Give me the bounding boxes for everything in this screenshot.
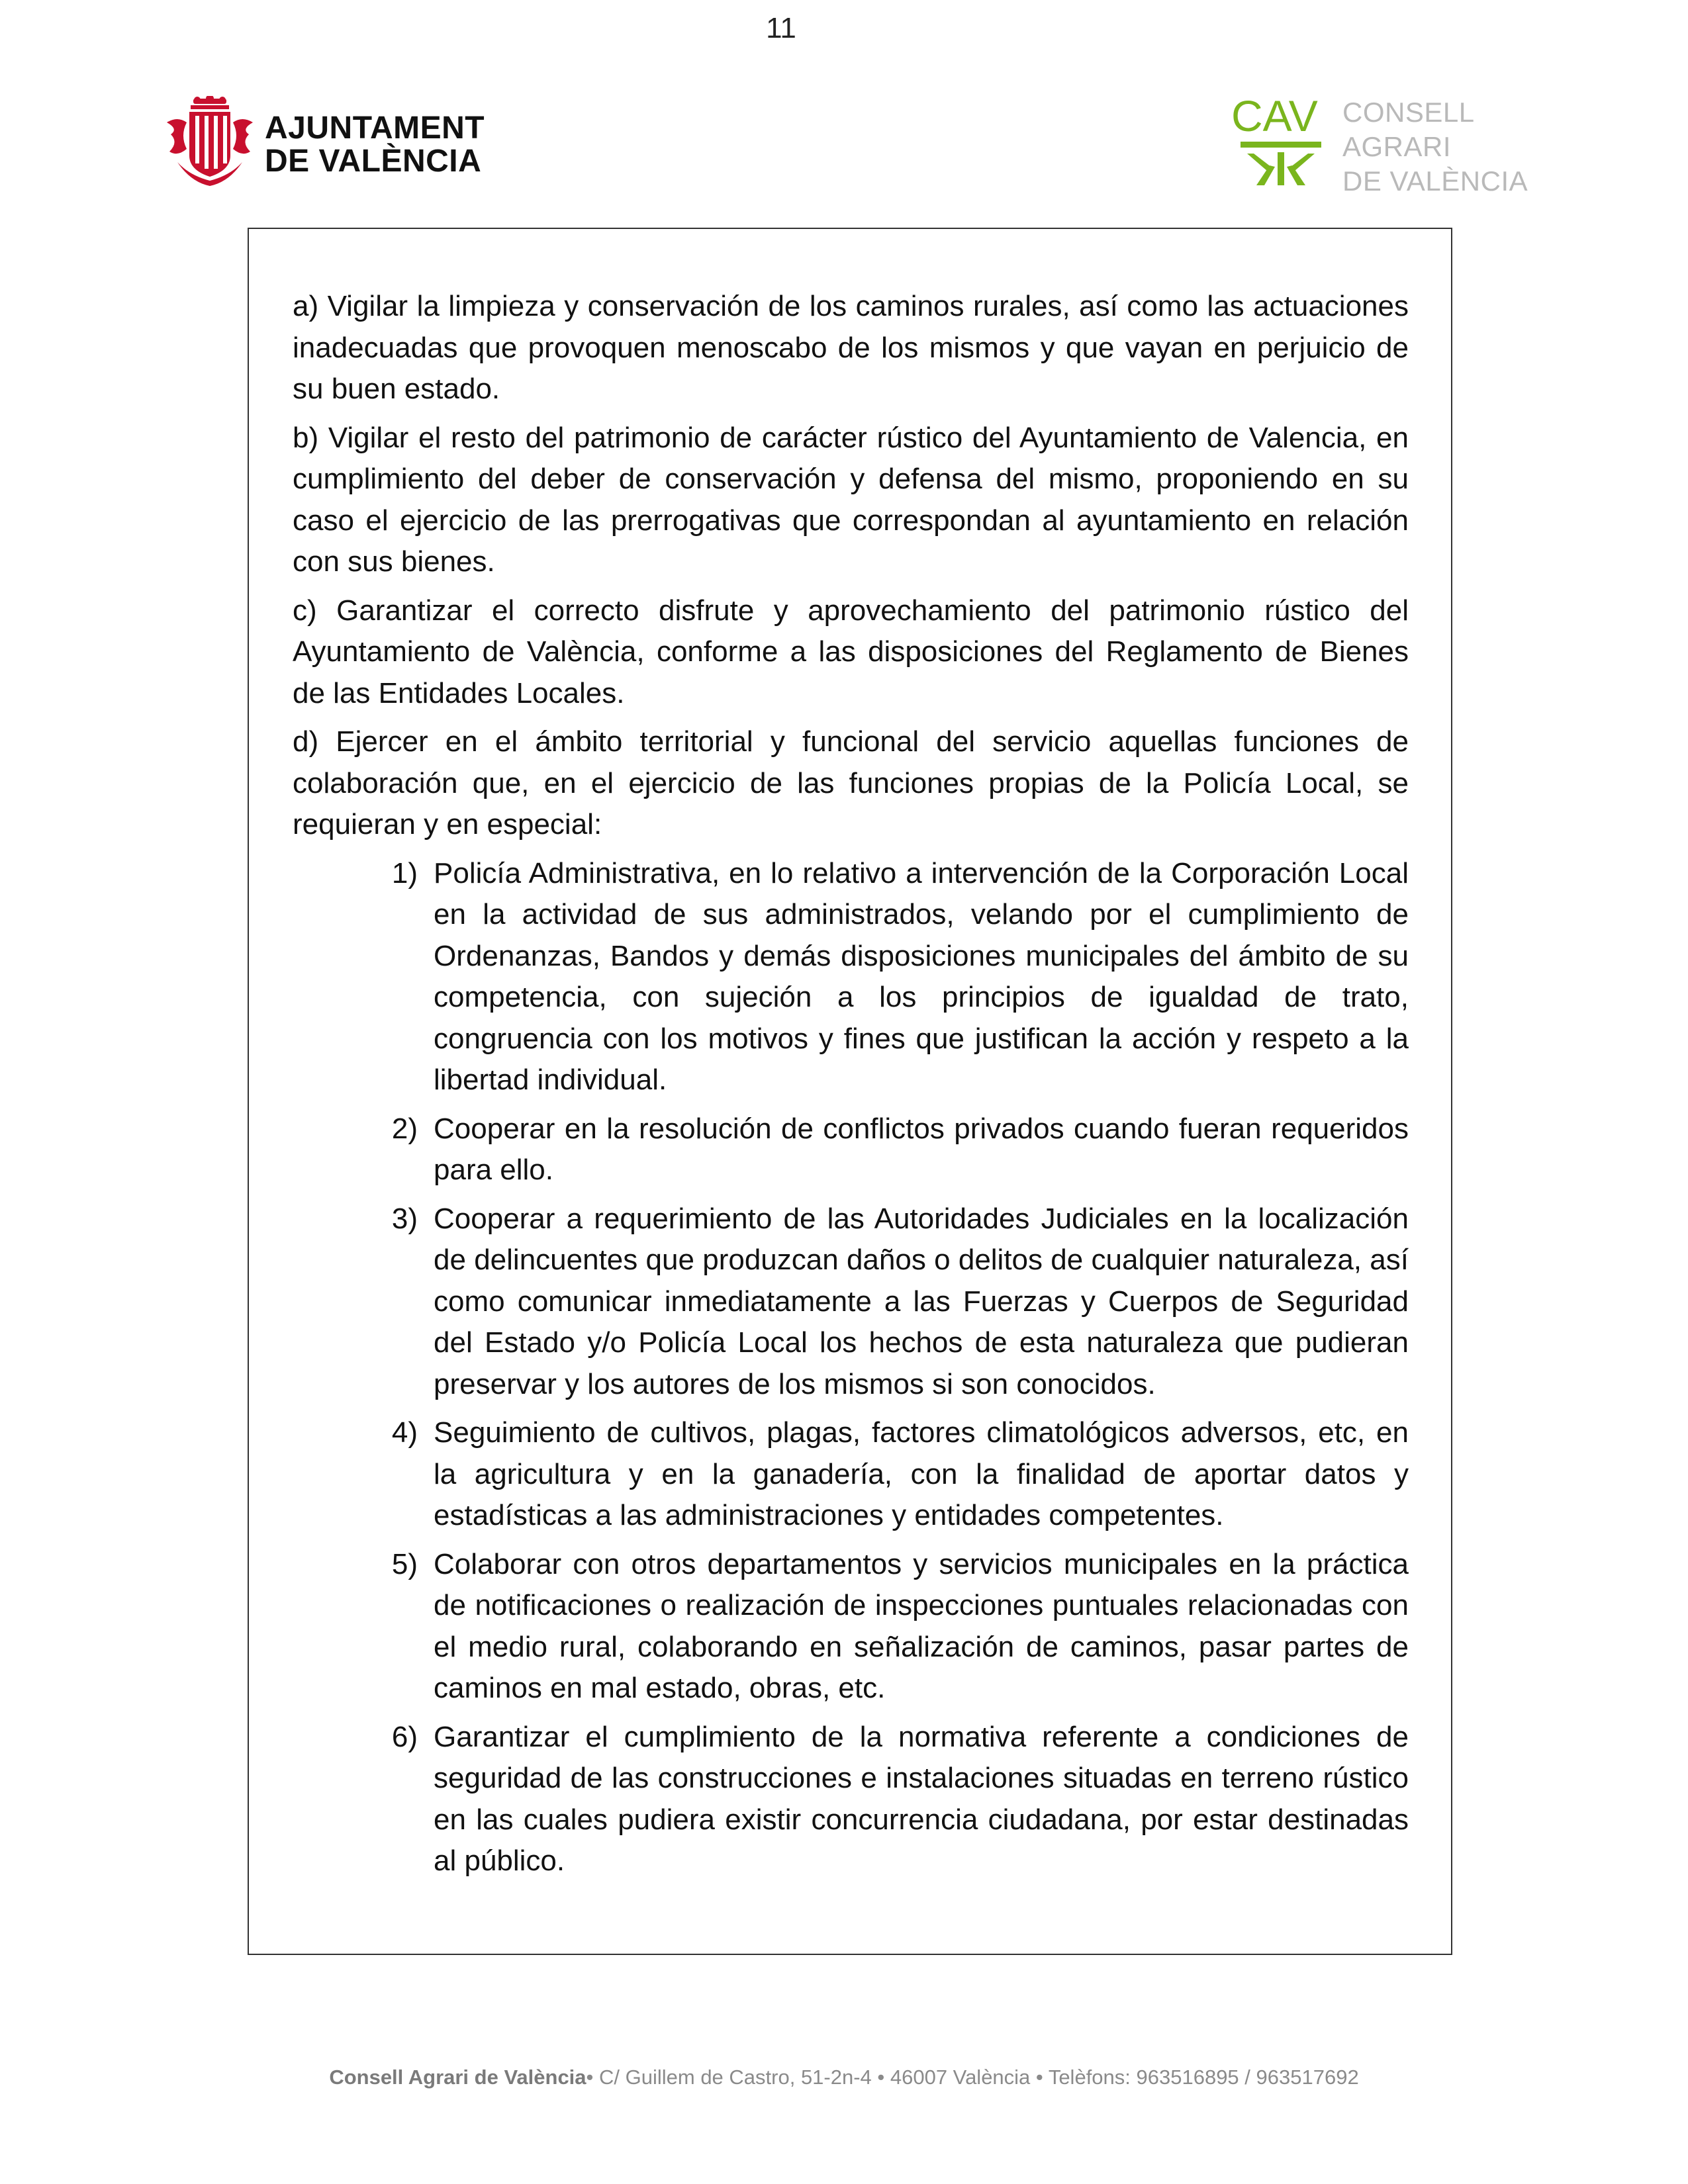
list-item	[293, 1544, 1409, 1709]
list-item-text: Seguimiento de cultivos, plagas, factores climatológicos adversos, etc, en la agricultura y en la ganadería, con la finalidad de aportar datos y estadísticas a las administraciones y entidades competentes.	[434, 1416, 1409, 1531]
paragraph-c: c) Garantizar el correcto disfrute y aprovechamiento del patrimonio rústico del Ayuntamiento de València, conforme a las disposiciones del Reglamento de Bienes de las Entidades Locales.	[293, 594, 1409, 709]
list-item-text: Garantizar el cumplimiento de la normativa referente a condiciones de seguridad de las construcciones e instalaciones situadas en terreno rústico en las cuales pudiera existir concurrencia ciudadana, por estar destinadas al público.	[434, 1720, 1409, 1877]
list-item-number: 4)	[391, 1416, 418, 1449]
document-body	[293, 286, 1409, 1889]
logo-left-line1: AJUNTAMENT	[265, 111, 485, 146]
paragraph-b: b) Vigilar el resto del patrimonio de carácter rústico del Ayuntamiento de Valencia, en cumplimiento del deber de conservación y defensa del mismo, proponiendo en su caso el ejercicio de las prerrogativas que correspondan al ayuntamiento en relación con sus bienes.	[293, 421, 1409, 578]
logo-left-line2: DE VALÈNCIA	[265, 144, 482, 179]
list-item	[293, 1109, 1409, 1191]
ajuntament-logo	[164, 96, 535, 189]
list-item	[293, 1199, 1409, 1406]
list-item	[293, 853, 1409, 1101]
page-footer	[0, 2066, 1688, 2089]
paragraph-d: d) Ejercer en el ámbito territorial y funcional del servicio aquellas funciones de colaboración que, en el ejercicio de las funciones propias de la Policía Local, se requieran y en especial:	[293, 725, 1409, 841]
logo-right-line2: AGRARI	[1342, 131, 1452, 162]
valencia-crest-icon	[164, 96, 256, 189]
list-item-text: Policía Administrativa, en lo relativo a intervención de la Corporación Local en la actividad de sus administrados, velando por el cumplimiento de Ordenanzas, Bandos y demás disposiciones municipales del ámbito de su competencia, con sujeción a los principios de igualdad de trato, congruencia con los motivos y fines que justifican la acción y respeto a la libertad individual.	[434, 856, 1409, 1096]
list-item-number: 5)	[391, 1547, 418, 1580]
paragraph-a: a) Vigilar la limpieza y conservación de los caminos rurales, así como las actuaciones inadecuadas que provoquen menoscabo de los mismos y que vayan en perjuicio de su buen estado.	[293, 290, 1409, 405]
list-item-number: 3)	[391, 1202, 418, 1235]
footer-org: Consell Agrari de València	[329, 2066, 586, 2089]
cav-mark-text: CAV	[1231, 93, 1318, 140]
list-item	[293, 1717, 1409, 1882]
list-item-text: Cooperar en la resolución de conflictos privados cuando fueran requeridos para ello.	[434, 1112, 1409, 1186]
list-item-number: 2)	[391, 1112, 418, 1145]
cav-logo-icon	[1231, 93, 1331, 192]
page-number: 11	[766, 12, 796, 44]
footer-address: • C/ Guillem de Castro, 51-2n-4 • 46007 València • Telèfons: 963516895 / 963517692	[586, 2066, 1359, 2089]
logo-right-line1: CONSELL	[1342, 97, 1475, 128]
list-item	[293, 1412, 1409, 1537]
logo-right-line3: DE VALÈNCIA	[1342, 165, 1528, 197]
list-item-number: 1)	[391, 856, 418, 889]
list-item-number: 6)	[391, 1720, 418, 1753]
list-item-text: Cooperar a requerimiento de las Autoridades Judiciales en la localización de delincuentes que produzcan daños o delitos de cualquier naturaleza, así como comunicar inmediatamente a las Fuerzas y Cuerpos de Seguridad del Estado y/o Policía Local los hechos de esta naturaleza que pudieran preservar y los autores de los mismos si son conocidos.	[434, 1202, 1409, 1400]
list-item-text: Colaborar con otros departamentos y servicios municipales en la práctica de notificaciones o realización de inspecciones puntuales relacionadas con el medio rural, colaborando en señalización de caminos, pasar partes de caminos en mal estado, obras, etc.	[434, 1547, 1409, 1704]
consell-agrari-logo	[1231, 93, 1549, 199]
content-box	[248, 228, 1452, 1955]
